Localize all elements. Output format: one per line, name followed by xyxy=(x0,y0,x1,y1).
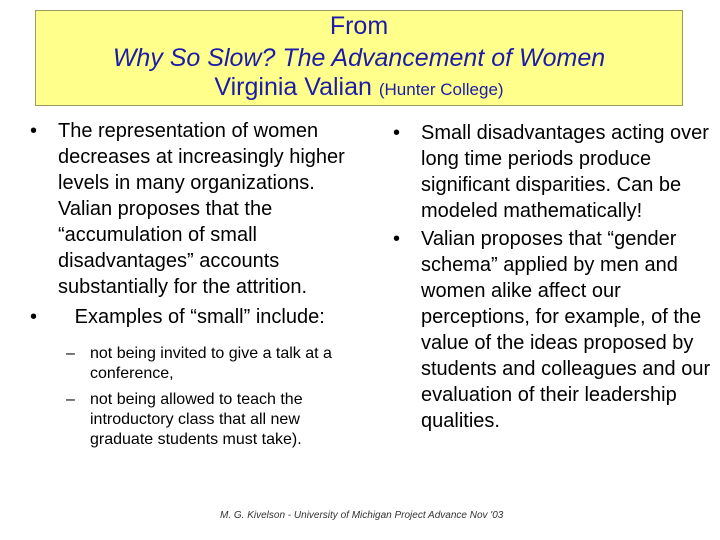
left-column xyxy=(30,118,366,450)
right-column xyxy=(393,120,711,434)
right-bullet-2 xyxy=(393,226,711,434)
title-from: From xyxy=(329,12,389,40)
dash-icon: – xyxy=(66,391,75,408)
dash-icon: – xyxy=(66,345,75,362)
left-bullet-2-text: Examples of “small” include: xyxy=(58,306,325,328)
sub-item-1 xyxy=(30,344,366,384)
left-bullet-1 xyxy=(30,118,366,300)
bullet-icon: • xyxy=(30,306,38,328)
right-bullet-1 xyxy=(393,120,711,224)
book-title: Why So Slow? The Advancement of Women xyxy=(112,44,606,72)
right-bullet-1-text: Small disadvantages acting over long time periods produce significant disparities. Can be modeled mathematically! xyxy=(421,122,709,222)
title-box xyxy=(35,10,683,106)
sub-item-2 xyxy=(30,390,366,450)
bullet-icon: • xyxy=(393,122,401,144)
left-bullet-1-text: The representation of women decreases at increasingly higher levels in many organizations. Valian proposes that the “accumulation of small disadvantages” accounts substantially for the attrition. xyxy=(58,120,345,298)
author-affiliation: (Hunter College) xyxy=(378,80,504,99)
author-name: Virginia Valian xyxy=(214,73,372,101)
bullet-icon: • xyxy=(393,228,401,250)
sub-item-2-text: not being allowed to teach the introductory class that all new graduate students must take). xyxy=(90,391,303,448)
sub-item-1-text: not being invited to give a talk at a conference, xyxy=(90,345,332,382)
author-line xyxy=(36,72,682,105)
left-bullet-2 xyxy=(30,304,366,330)
right-bullet-2-text: Valian proposes that “gender schema” applied by men and women alike affect our perceptions, for example, of the value of the ideas proposed by students and colleagues and our evaluation of their leadership qualities. xyxy=(421,228,711,432)
bullet-icon: • xyxy=(30,120,38,142)
footer-credit: M. G. Kivelson - University of Michigan Project Advance Nov '03 xyxy=(220,510,504,521)
